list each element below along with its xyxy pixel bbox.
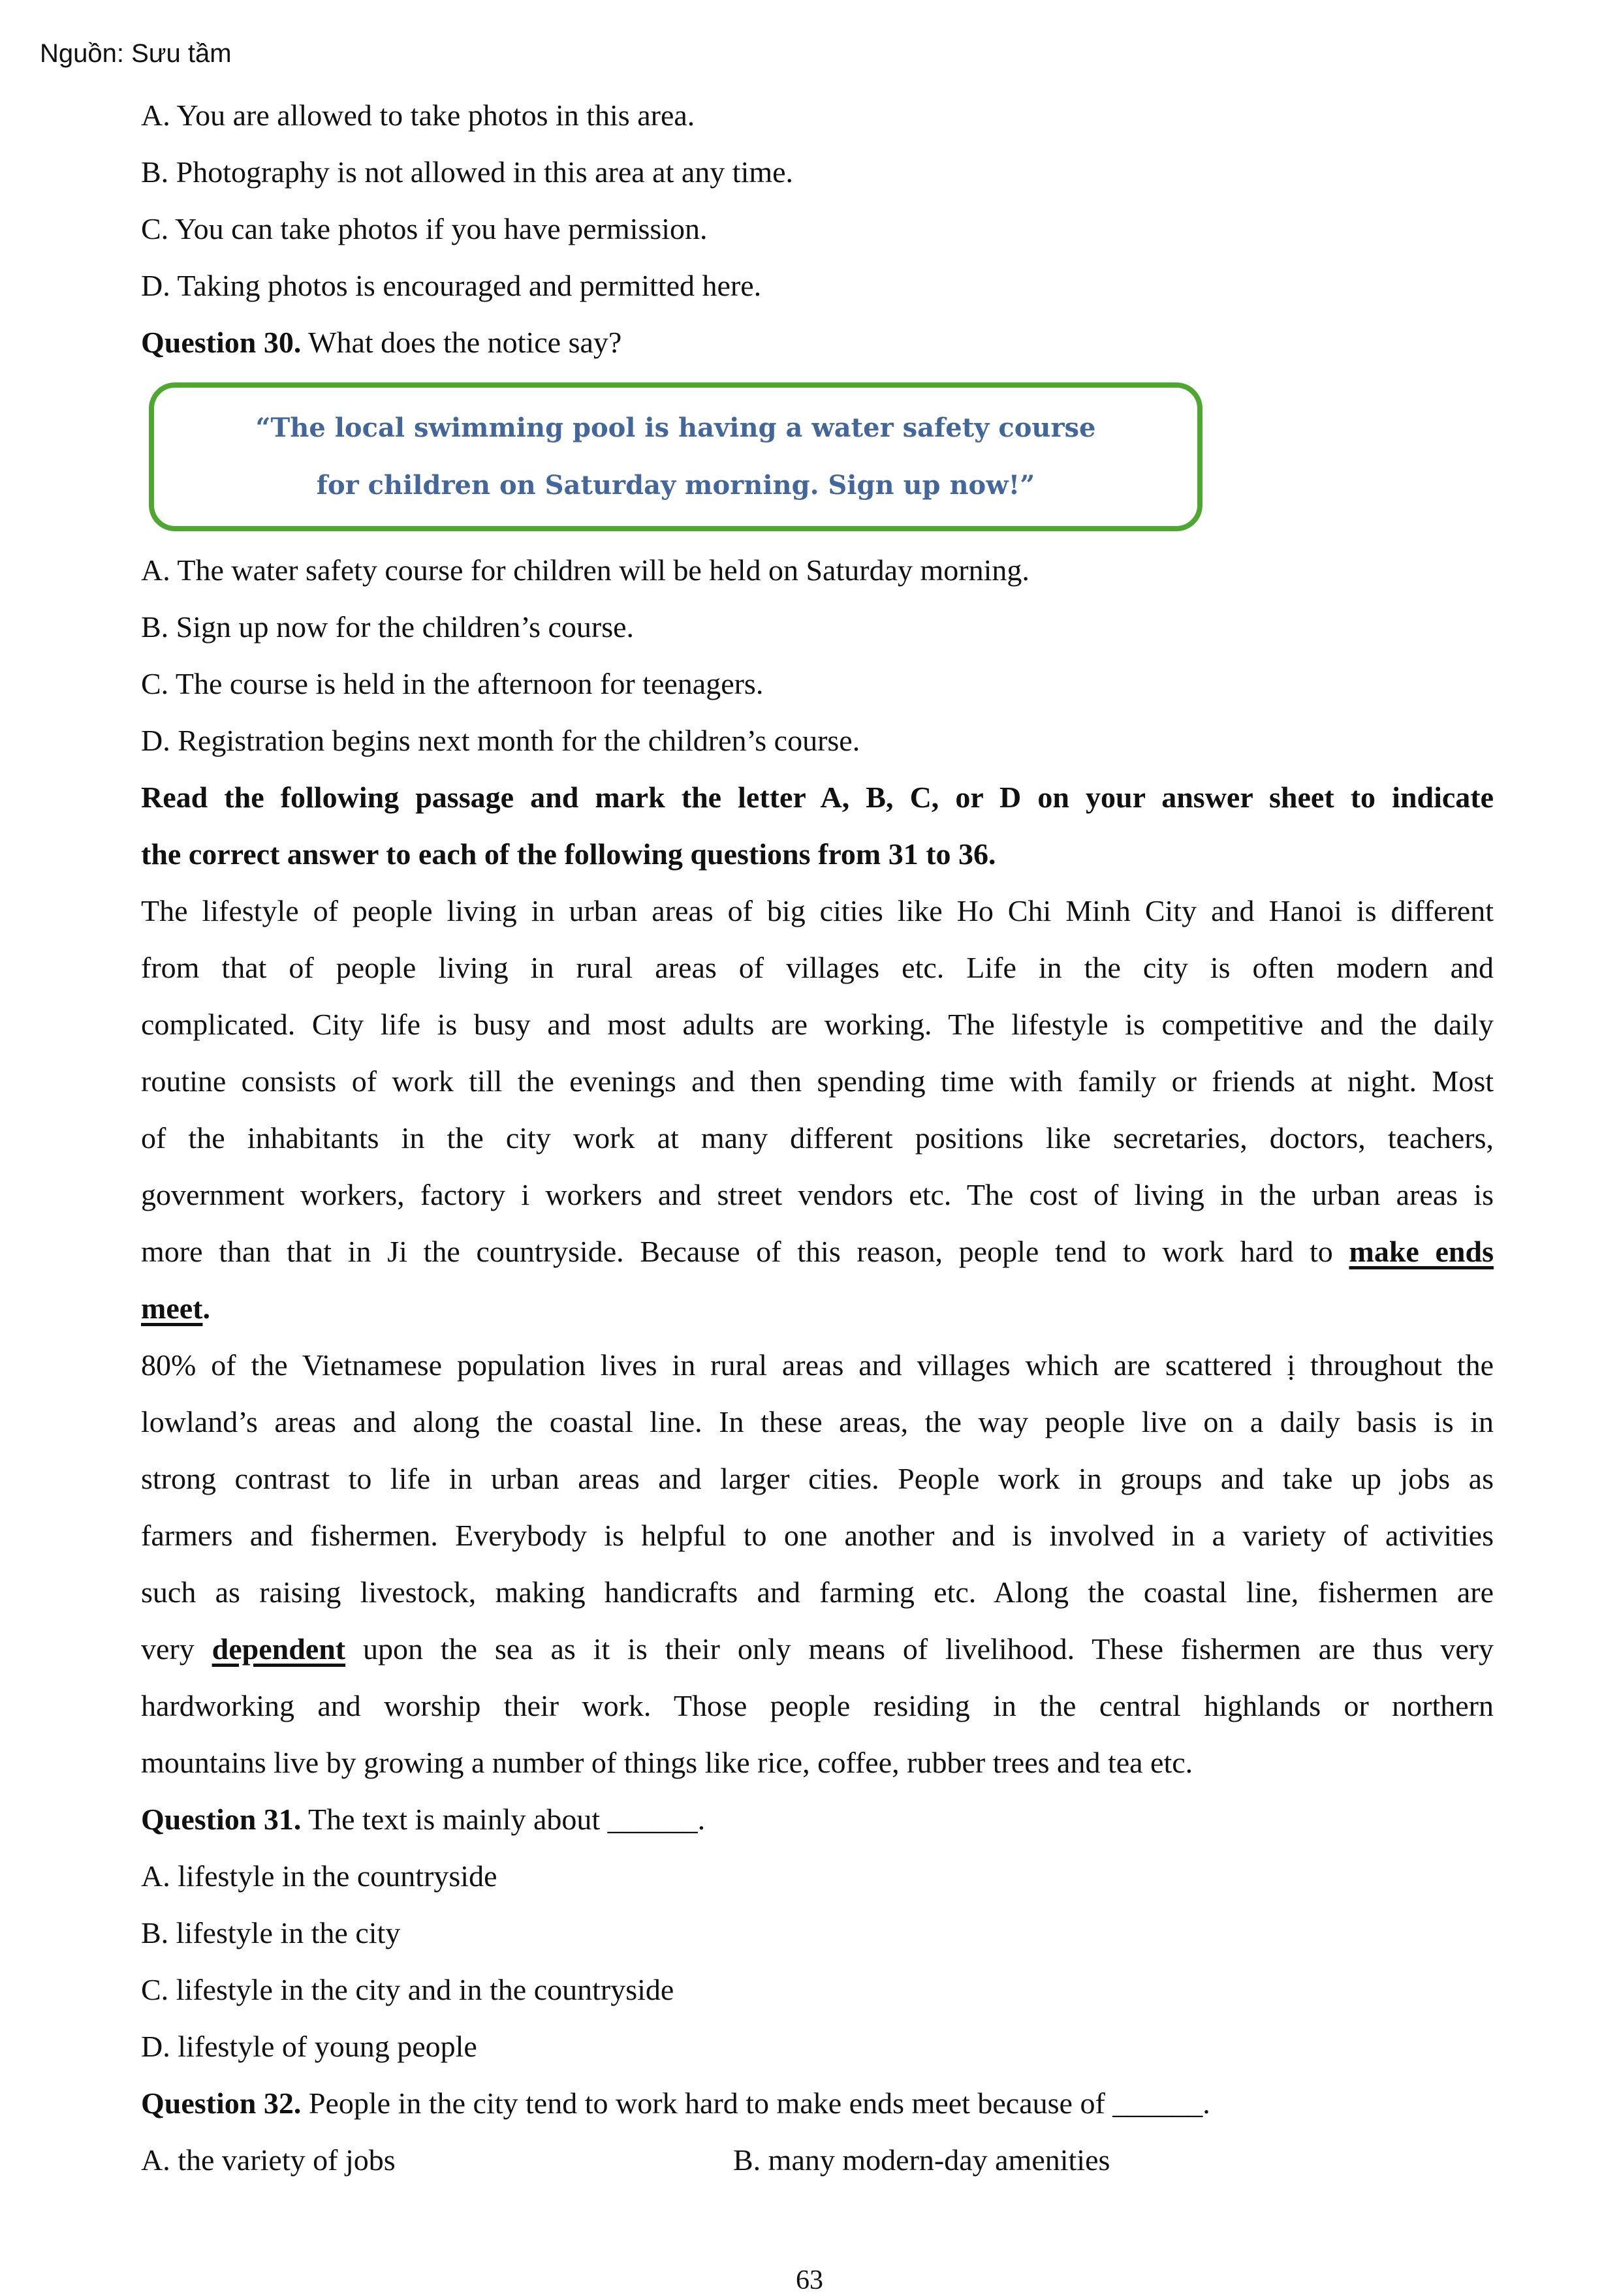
notice-line: “The local swimming pool is having a water safety course (255, 412, 1096, 443)
question-text: People in the city tend to work hard to make ends meet because of ______. (301, 2087, 1210, 2120)
page-content (141, 87, 1494, 2188)
underlined-word: dependent (212, 1632, 346, 1666)
passage-line: complicated. City life is busy and most adults are working. The lifestyle is competitive and the daily (141, 1008, 1494, 1041)
instruction-line: Read the following passage and mark the letter A, B, C, or D on your answer sheet to indicate (141, 781, 1494, 814)
question-label: Question 31. (141, 1803, 302, 1836)
instruction-line: the correct answer to each of the following questions from 31 to 36. (141, 837, 996, 871)
passage-line: strong contrast to life in urban areas and larger cities. People work in groups and take up jobs as (141, 1462, 1494, 1495)
passage-text: very (141, 1632, 212, 1666)
passage-line: routine consists of work till the evenings and then spending time with family or friends at night. Most (141, 1064, 1494, 1098)
page-number: 63 (796, 2265, 823, 2295)
q29-option-c: C. You can take photos if you have permission. (141, 212, 708, 245)
passage-line: 80% of the Vietnamese population lives in rural areas and villages which are scattered ị throughout the (141, 1348, 1494, 1382)
passage-line: government workers, factory i workers and street vendors etc. The cost of living in the urban areas is (141, 1178, 1494, 1211)
question-label: Question 32. (141, 2087, 302, 2120)
question-text: What does the notice say? (301, 326, 622, 359)
q30-option-d: D. Registration begins next month for the children’s course. (141, 724, 860, 757)
source-label: Nguồn: Sưu tầm (40, 39, 232, 68)
question-32 (141, 2075, 1494, 2132)
passage-line: of the inhabitants in the city work at many different positions like secretaries, doctors, teachers, (141, 1121, 1494, 1155)
underlined-phrase: make ends (1349, 1235, 1494, 1268)
q29-option-a: A. You are allowed to take photos in this area. (141, 99, 695, 132)
passage-line: farmers and fishermen. Everybody is helpful to one another and is involved in a variety of activities (141, 1519, 1494, 1552)
q32-option-a: A. the variety of jobs (141, 2143, 396, 2177)
passage-line: hardworking and worship their work. Those people residing in the central highlands or northern (141, 1689, 1494, 1722)
passage-line (141, 1621, 1494, 1677)
q31-option-d: D. lifestyle of young people (141, 2030, 477, 2063)
passage-line (141, 1280, 1494, 1337)
question-label: Question 30. (141, 326, 302, 359)
q31-option-b: B. lifestyle in the city (141, 1916, 401, 1949)
period: . (202, 1292, 210, 1325)
underlined-phrase: meet (141, 1292, 203, 1325)
passage-line: The lifestyle of people living in urban areas of big cities like Ho Chi Minh City and Hanoi is different (141, 894, 1494, 927)
notice-box (149, 382, 1202, 531)
passage-line: from that of people living in rural areas of villages etc. Life in the city is often modern and (141, 951, 1494, 984)
q31-option-c: C. lifestyle in the city and in the countryside (141, 1973, 674, 2006)
q31-option-a: A. lifestyle in the countryside (141, 1859, 497, 1893)
passage-line (141, 1223, 1494, 1280)
passage-line: lowland’s areas and along the coastal line. In these areas, the way people live on a daily basis is in (141, 1405, 1494, 1438)
q30-option-a: A. The water safety course for children will be held on Saturday morning. (141, 553, 1030, 587)
q32-options (141, 2132, 1494, 2188)
q30-option-b: B. Sign up now for the children’s course. (141, 610, 635, 644)
passage-text: upon the sea as it is their only means of livelihood. These fishermen are thus very (362, 1632, 1494, 1666)
question-text: The text is mainly about ______. (301, 1803, 706, 1836)
q29-option-d: D. Taking photos is encouraged and permitted here. (141, 269, 762, 302)
passage-line: mountains live by growing a number of things like rice, coffee, rubber trees and tea etc. (141, 1746, 1193, 1779)
q32-option-b: B. many modern-day amenities (733, 2143, 1110, 2177)
q29-option-b: B. Photography is not allowed in this area at any time. (141, 155, 794, 189)
notice-line: for children on Saturday morning. Sign up now!” (316, 470, 1035, 501)
question-30 (141, 314, 1494, 371)
passage-text: more than that in Ji the countryside. Because of this reason, people tend to work hard to (141, 1235, 1349, 1268)
question-31 (141, 1791, 1494, 1848)
passage-line: such as raising livestock, making handicrafts and farming etc. Along the coastal line, fishermen are (141, 1575, 1494, 1609)
q30-option-c: C. The course is held in the afternoon for teenagers. (141, 667, 764, 700)
